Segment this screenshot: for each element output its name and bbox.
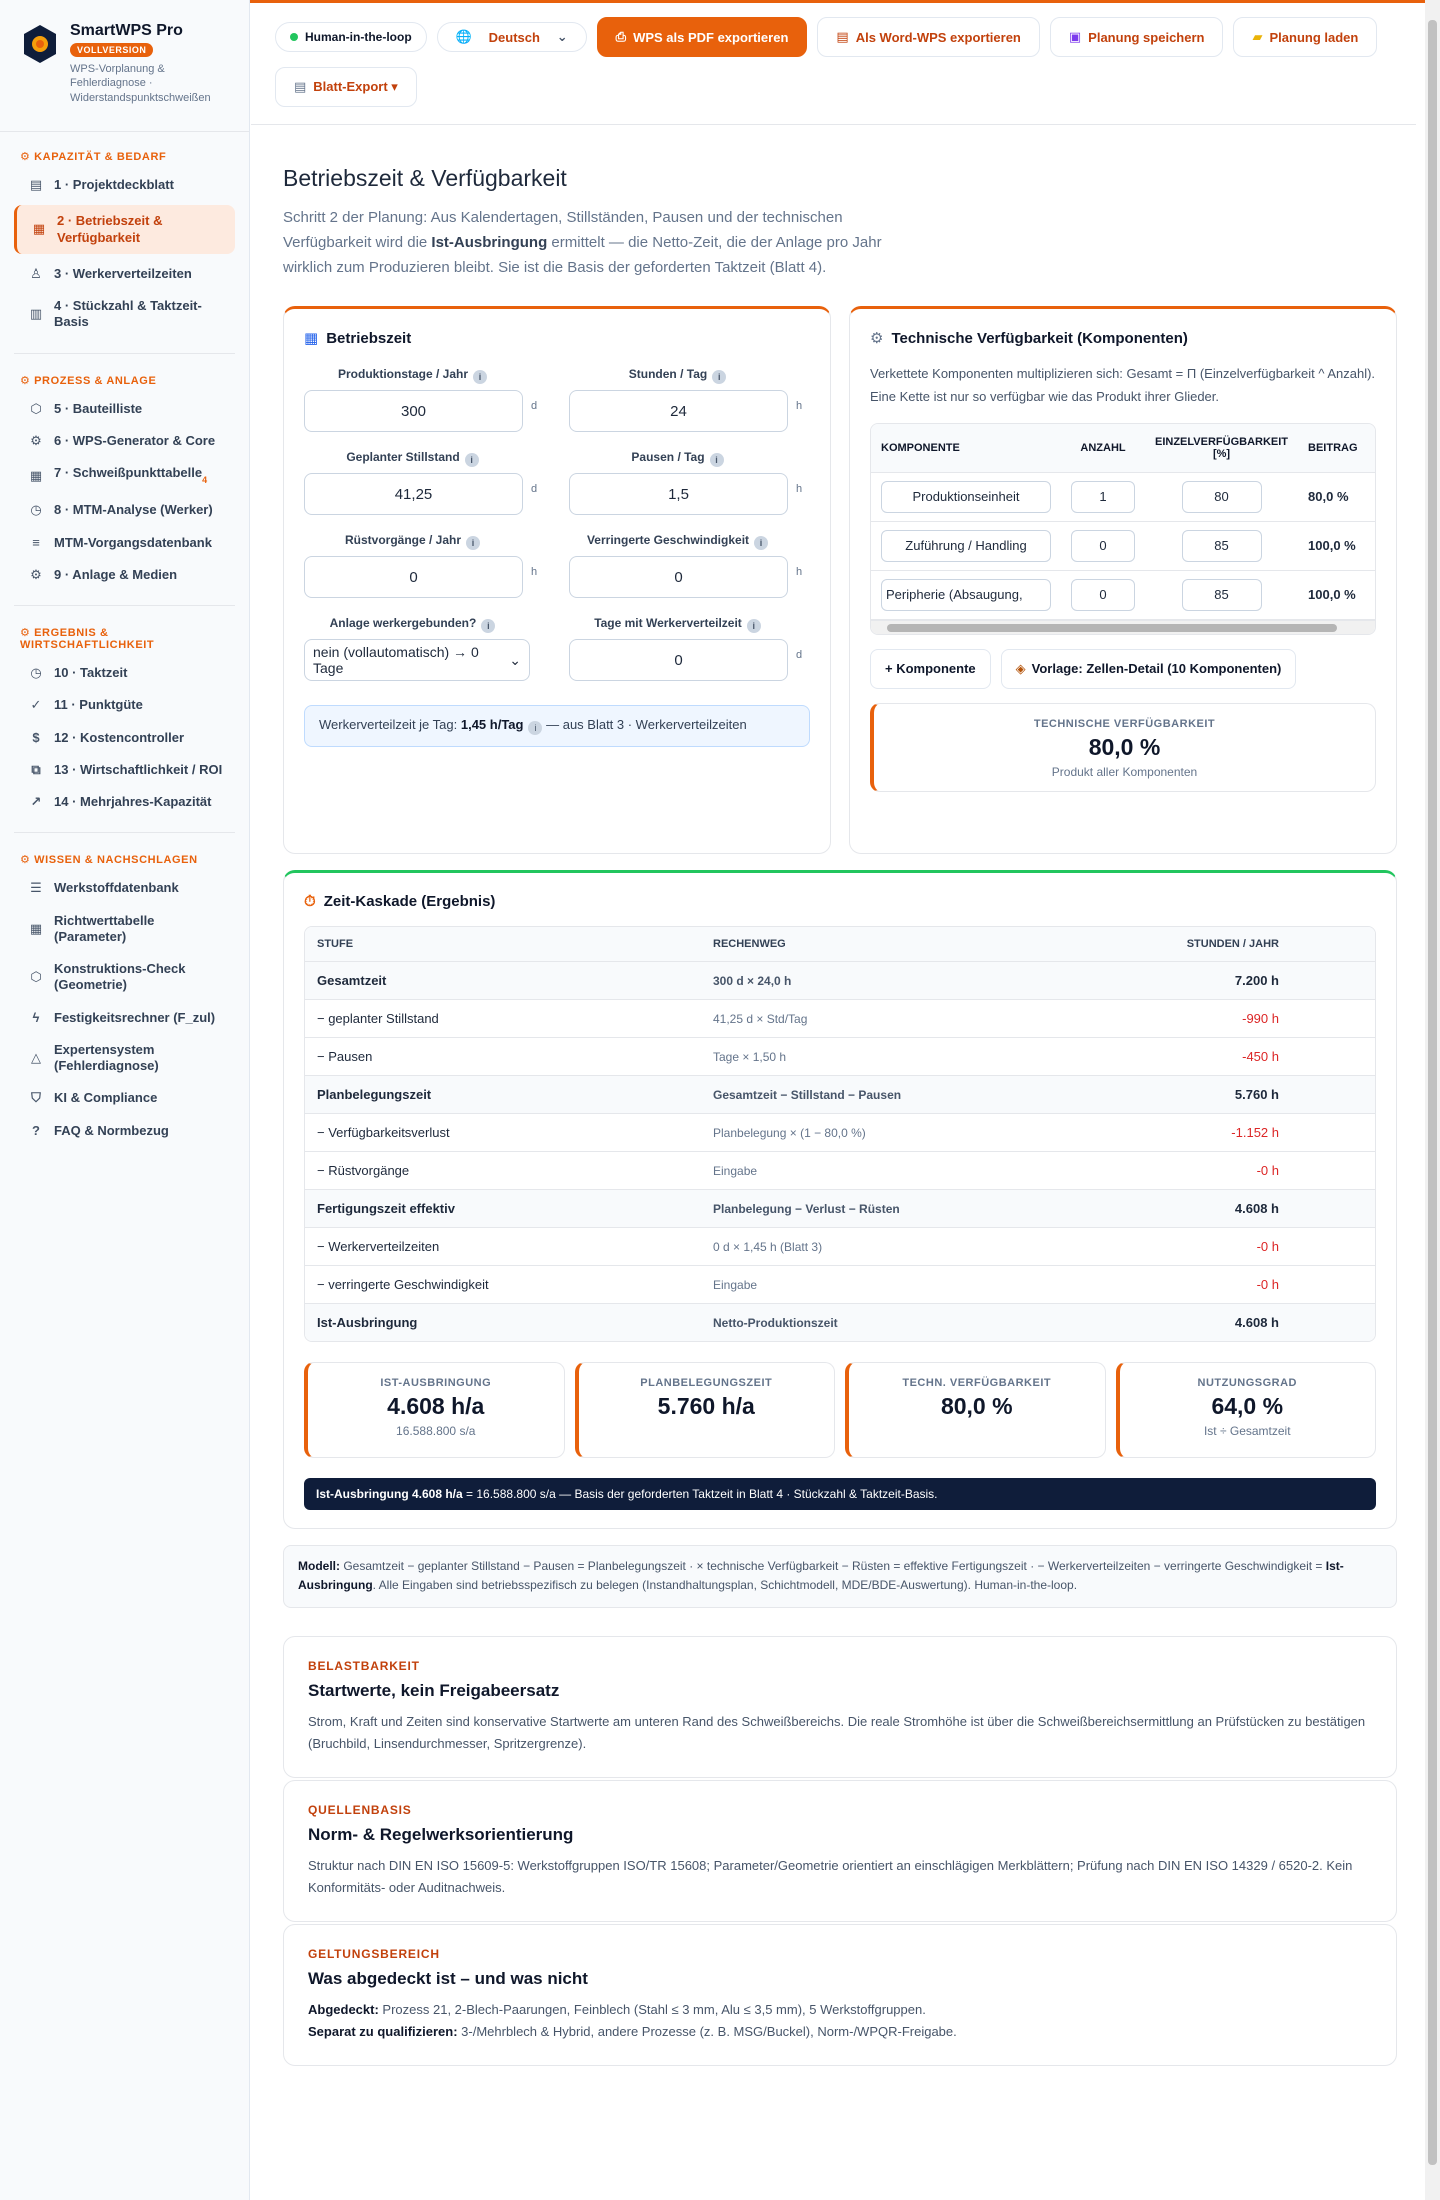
- kpi-label: TECHNISCHE VERFÜGBARKEIT: [1033, 717, 1216, 730]
- unit-label: h: [796, 566, 803, 579]
- info-bold: Abgedeckt:: [308, 2002, 379, 2017]
- component-contrib: 100,0 %: [1298, 521, 1375, 570]
- kaskade-table: [305, 927, 1375, 1341]
- unit-label: d: [796, 649, 803, 662]
- trend-icon: ↗: [30, 794, 42, 809]
- sidebar-item-label: 13 · Wirtschaftlichkeit / ROI: [54, 761, 223, 777]
- sidebar-item-label: 9 · Anlage & Medien: [54, 566, 178, 582]
- stufe-cell: Fertigungszeit effektiv: [305, 1190, 701, 1228]
- hours-cell: -1.152 h: [1171, 1114, 1375, 1152]
- sidebar-item-label: Expertensystem (Fehlerdiagnose): [54, 1041, 159, 1073]
- kpi-value: 80,0 %: [940, 1393, 1013, 1420]
- stufe-cell: − Verfügbarkeitsverlust: [305, 1114, 701, 1152]
- export-word-label: Als Word-WPS exportieren: [855, 29, 1021, 45]
- werkerverteilzeit-note: Werkerverteilzeit je Tag: 1,45 h/Tag i — aus Blatt 3 · Werkerverteilzeiten: [304, 705, 810, 747]
- page-title: Betriebszeit & Verfügbarkeit: [283, 165, 567, 191]
- sidebar-item-werkerverteilzeiten[interactable]: [14, 258, 235, 290]
- sidebar-item-ki-compliance[interactable]: [14, 1082, 235, 1114]
- kpi-label: PLANBELEGUNGSZEIT: [640, 1377, 773, 1390]
- component-count-input[interactable]: 1: [1071, 481, 1135, 513]
- lead-text: Schritt 2 der Planung: Aus Kalendertagen, Stillständen, Pausen und der technischen Verfügbarkeit wird die: [283, 209, 843, 251]
- kpi-sub: Produkt aller Komponenten: [1051, 764, 1198, 779]
- pausen-input[interactable]: 1,5: [569, 473, 788, 515]
- info-title: Startwerte, kein Freigabeersatz: [308, 1680, 560, 1700]
- tech-verfuegbarkeit-kpi: [870, 703, 1376, 792]
- calc-cell: Tage × 1,50 h: [701, 1038, 1171, 1076]
- sidebar: [0, 0, 250, 2200]
- clipboard-icon: ▥: [29, 306, 43, 322]
- stopwatch-icon: ⏱: [304, 893, 316, 911]
- main-content: [251, 3, 1421, 2200]
- kpi-value: 64,0 %: [1211, 1393, 1284, 1420]
- table-row: [305, 1076, 1375, 1114]
- database-icon: ☰: [30, 880, 42, 896]
- sidebar-item-festigkeitsrechner[interactable]: [14, 1002, 235, 1034]
- info-icon[interactable]: i: [747, 619, 761, 633]
- sidebar-item-label: 2 · Betriebszeit & Verfügbarkeit: [57, 213, 163, 245]
- kpi-card-nutzungsgrad: [1116, 1362, 1377, 1458]
- document-icon: ▤: [294, 79, 307, 94]
- vertical-scrollbar[interactable]: [1425, 0, 1440, 2200]
- sheet-export-label: Blatt-Export ▾: [313, 79, 398, 94]
- sidebar-item-label: 1 · Projektdeckblatt: [54, 177, 174, 192]
- sidebar-item-anlage-medien[interactable]: [14, 559, 235, 591]
- horizontal-scrollbar[interactable]: [871, 620, 1375, 634]
- scrollbar-thumb[interactable]: [1428, 20, 1437, 2165]
- kaskade-kpis: [304, 1362, 1376, 1458]
- sidebar-item-bauteilliste[interactable]: [14, 393, 235, 425]
- field-label: Stunden / Tag i: [569, 367, 786, 384]
- table-row: [305, 1000, 1375, 1038]
- nav-section-prozess: ⚙ PROZESS & ANLAGE: [20, 374, 157, 387]
- info-icon[interactable]: i: [465, 453, 479, 467]
- sidebar-item-label: MTM-Vorgangsdatenbank: [54, 534, 212, 550]
- field-label: Geplanter Stillstand i: [304, 450, 521, 467]
- werkergebunden-select[interactable]: [304, 639, 530, 681]
- status-dot-icon: [290, 33, 298, 41]
- col-header: BEITRAG: [1298, 424, 1375, 473]
- sidebar-item-faq[interactable]: [14, 1115, 235, 1147]
- col-header: STUNDEN / JAHR: [1171, 927, 1375, 962]
- person-icon: ♙: [30, 265, 42, 281]
- clock-icon: ◷: [30, 665, 42, 680]
- komponenten-table: [871, 424, 1375, 620]
- info-icon[interactable]: i: [466, 536, 480, 550]
- cube-icon: ⬡: [30, 400, 42, 416]
- table-row: [305, 1038, 1375, 1076]
- nav-divider: [14, 832, 235, 833]
- verfuegbarkeit-card: [849, 306, 1397, 854]
- document-icon: ▤: [29, 177, 43, 192]
- field-werkerverteilzeit-tage: [569, 616, 810, 681]
- kpi-value: 5.760 h/a: [657, 1393, 755, 1420]
- sidebar-item-werkstoffdatenbank[interactable]: [14, 872, 235, 904]
- sidebar-item-label: 4 · Stückzahl & Taktzeit-Basis: [54, 298, 202, 330]
- sidebar-item-schweisspunkttabelle[interactable]: [14, 457, 235, 494]
- gear-icon: ⚙: [30, 432, 42, 448]
- unit-label: d: [531, 400, 538, 413]
- calc-cell: Eingabe: [701, 1266, 1171, 1304]
- ist-ausbringung-banner: [304, 1478, 1376, 1510]
- field-stillstand: [304, 450, 545, 515]
- sidebar-item-betriebszeit[interactable]: [14, 205, 235, 254]
- sidebar-item-mtm-datenbank[interactable]: [14, 527, 235, 559]
- sidebar-item-wirtschaftlichkeit[interactable]: [14, 754, 235, 786]
- component-avail-input[interactable]: 80: [1182, 481, 1262, 513]
- sidebar-item-label: 7 · Schweißpunkttabelle: [54, 465, 203, 480]
- calc-cell: Netto-Produktionszeit: [701, 1304, 1171, 1342]
- betriebszeit-fields: [304, 367, 810, 681]
- status-pill: [275, 22, 427, 52]
- sidebar-item-label: 6 · WPS-Generator & Core: [54, 432, 216, 448]
- nav-section-wissen: ⚙ WISSEN & NACHSCHLAGEN: [20, 854, 198, 867]
- banner-text: = 16.588.800 s/a — Basis der geforderten Taktzeit in Blatt 4 · Stückzahl & Taktzeit-Basis.: [462, 1487, 938, 1502]
- settings-icon: ⚙: [30, 566, 42, 582]
- component-name-input[interactable]: Produktionseinheit: [881, 481, 1051, 513]
- version-badge: VOLLVERSION: [70, 43, 153, 57]
- stufe-cell: − geplanter Stillstand: [305, 1000, 701, 1038]
- kpi-card-techn-verfuegbarkeit: [845, 1362, 1106, 1458]
- sidebar-item-superscript: 4: [202, 475, 208, 485]
- kpi-label: IST-AUSBRINGUNG: [380, 1377, 492, 1390]
- calc-cell: 0 d × 1,45 h (Blatt 3): [701, 1228, 1171, 1266]
- info-kicker: BELASTBARKEIT: [308, 1658, 420, 1673]
- kaskade-title: Zeit-Kaskade (Ergebnis): [323, 893, 496, 911]
- calc-cell: Eingabe: [701, 1152, 1171, 1190]
- banner-bold: Ist-Ausbringung 4.608 h/a: [316, 1487, 463, 1502]
- cube-icon: ⬡: [30, 969, 42, 985]
- globe-icon: 🌐: [455, 29, 472, 44]
- table-row: [305, 1152, 1375, 1190]
- info-icon[interactable]: i: [481, 619, 495, 633]
- hours-cell: -0 h: [1171, 1228, 1375, 1266]
- sidebar-item-label: Richtwerttabelle (Parameter): [54, 912, 155, 944]
- col-header: KOMPONENTE: [871, 424, 1061, 473]
- field-label: Produktionstage / Jahr i: [304, 367, 521, 384]
- sidebar-item-label: 10 · Taktzeit: [54, 665, 128, 680]
- info-icon[interactable]: i: [710, 453, 724, 467]
- language-label: Deutsch: [488, 29, 540, 45]
- floppy-icon: ▣: [1068, 29, 1082, 44]
- field-label: Tage mit Werkerverteilzeit i: [569, 616, 786, 633]
- stufe-cell: − Rüstvorgänge: [305, 1152, 701, 1190]
- table-row: [305, 1304, 1375, 1342]
- info-icon[interactable]: i: [473, 370, 487, 384]
- calc-cell: 300 d × 24,0 h: [701, 962, 1171, 1000]
- field-stunden-tag: [569, 367, 810, 432]
- help-icon: ?: [32, 1122, 40, 1138]
- komponenten-actions: [870, 649, 1376, 689]
- field-label: Verringerte Geschwindigkeit i: [569, 533, 786, 550]
- component-name-input[interactable]: Peripherie (Absaugung,: [881, 579, 1051, 611]
- component-avail-input[interactable]: 85: [1182, 530, 1262, 562]
- language-select[interactable]: [437, 22, 587, 52]
- sidebar-item-label: 11 · Punktgüte: [54, 697, 143, 713]
- hours-cell: 4.608 h: [1171, 1190, 1375, 1228]
- sidebar-item-label: Werkstoffdatenbank: [54, 880, 179, 896]
- info-line: Prozess 21, 2-Blech-Paarungen, Feinblech (Stahl ≤ 3 mm, Alu ≤ 3,5 mm), 5 Werkstoffgruppen.: [378, 2002, 926, 2017]
- kaskade-table-wrap: [304, 926, 1376, 1342]
- kpi-label: TECHN. VERFÜGBARKEIT: [902, 1377, 1052, 1390]
- sidebar-item-label: 3 · Werkerverteilzeiten: [54, 265, 192, 281]
- sidebar-item-kostencontroller[interactable]: [14, 722, 235, 754]
- lead-text: ermittelt — die Netto-Zeit, die der Anlage pro Jahr wirklich zum Produzieren bleibt. Sie ist die Basis der geforderten Taktzeit (Blatt 4).: [283, 233, 882, 276]
- status-label: Human-in-the-loop: [305, 30, 412, 44]
- hours-cell: 7.200 h: [1171, 962, 1375, 1000]
- export-pdf-button[interactable]: [597, 17, 808, 57]
- kpi-card-ist-ausbringung: [304, 1362, 565, 1458]
- ruestvorgaenge-input[interactable]: 0: [304, 556, 523, 598]
- info-line: 3-/Mehrblech & Hybrid, andere Prozesse (z. B. MSG/Buckel), Norm-/WPQR-Freigabe.: [457, 2024, 957, 2040]
- sidebar-item-punktguete[interactable]: [14, 689, 235, 721]
- verfuegbarkeit-title: Technische Verfügbarkeit (Komponenten): [891, 329, 1188, 347]
- table-icon: ▦: [29, 467, 43, 483]
- field-label: Pausen / Tag i: [569, 450, 786, 467]
- kpi-label: NUTZUNGSGRAD: [1197, 1377, 1297, 1390]
- unit-label: h: [796, 483, 803, 496]
- table-row: [305, 1114, 1375, 1152]
- note-value: 1,45 h/Tag: [460, 717, 524, 733]
- info-kicker: GELTUNGSBEREICH: [308, 1947, 440, 1961]
- save-button[interactable]: [1050, 17, 1224, 57]
- table-row: [305, 962, 1375, 1000]
- info-title: Was abgedeckt ist – und was nicht: [308, 1969, 588, 1988]
- component-contrib: 100,0 %: [1298, 570, 1375, 619]
- nav-section-kapazitaet: ⚙ KAPAZITÄT & BEDARF: [20, 151, 167, 163]
- hours-cell: -990 h: [1171, 1000, 1375, 1038]
- hours-cell: -0 h: [1171, 1266, 1375, 1304]
- sidebar-item-projektdeckblatt[interactable]: [14, 169, 235, 201]
- chart-icon: ⧉: [31, 761, 41, 777]
- stufe-cell: Gesamtzeit: [305, 962, 701, 1000]
- clock-icon: ◷: [30, 502, 42, 518]
- info-text: Struktur nach DIN EN ISO 15609-5: Werkstoffgruppen ISO/TR 15608; Parameter/Geometrie orientiert an einschlägigen Merkblättern; Prüfung nach DIN EN ISO 14329 / 6520-2. Kein Konformitäts- oder Auditnachweis.: [308, 1857, 1353, 1895]
- kpi-sub: 16.588.800 s/a: [396, 1424, 476, 1439]
- info-box-geltungsbereich: [283, 1924, 1397, 2066]
- sidebar-item-mtm-analyse[interactable]: [14, 494, 235, 526]
- col-header: EINZELVERFÜGBARKEIT [%]: [1145, 424, 1298, 473]
- table-row: [871, 521, 1375, 570]
- unit-label: d: [531, 483, 538, 496]
- geschwindigkeit-input[interactable]: 0: [569, 556, 788, 598]
- sidebar-item-konstruktions-check[interactable]: [14, 953, 235, 1002]
- sidebar-item-wps-generator[interactable]: [14, 425, 235, 457]
- field-ruestvorgaenge: [304, 533, 545, 598]
- sidebar-item-label: 8 · MTM-Analyse (Werker): [54, 502, 213, 518]
- sidebar-item-richtwerttabelle[interactable]: [14, 905, 235, 954]
- chevron-down-icon: ⌄: [509, 651, 521, 668]
- stunden-tag-input[interactable]: 24: [569, 390, 788, 432]
- col-header: RECHENWEG: [701, 927, 1171, 962]
- printer-icon: ⎙: [615, 29, 627, 44]
- template-button[interactable]: [1001, 649, 1297, 689]
- field-geschwindigkeit: [569, 533, 810, 598]
- stufe-cell: − Werkerverteilzeiten: [305, 1228, 701, 1266]
- sidebar-item-label: KI & Compliance: [54, 1090, 158, 1106]
- calendar-icon: ▦: [32, 221, 46, 237]
- sidebar-item-stueckzahl[interactable]: [14, 290, 235, 339]
- sidebar-item-label: FAQ & Normbezug: [54, 1122, 169, 1138]
- kpi-value: 4.608 h/a: [387, 1393, 485, 1420]
- component-name-input[interactable]: Zuführung / Handling: [881, 530, 1051, 562]
- betriebszeit-title: Betriebszeit: [326, 329, 412, 347]
- input-row: [283, 306, 1397, 854]
- sidebar-item-label: 14 · Mehrjahres-Kapazität: [54, 794, 212, 809]
- app-subtitle: WPS-Vorplanung & Fehlerdiagnose · Widerstandspunktschweißen: [70, 63, 211, 104]
- verfuegbarkeit-heading: [870, 329, 1376, 347]
- document-icon: ▤: [836, 29, 849, 44]
- check-circle-icon: ✓: [30, 697, 42, 713]
- calc-cell: Planbelegung − Verlust − Rüsten: [701, 1190, 1171, 1228]
- model-note: [283, 1545, 1397, 1607]
- unit-label: h: [531, 566, 538, 579]
- gear-icon: ⚙: [870, 330, 884, 348]
- hours-cell: -0 h: [1171, 1152, 1375, 1190]
- field-pausen: [569, 450, 810, 515]
- verfuegbarkeit-text: Verkettete Komponenten multiplizieren sich: Gesamt = Π (Einzelverfügbarkeit ^ Anzahl). Eine Kette ist nur so verfügbar wie das Produkt ihrer Glieder.: [870, 366, 1376, 404]
- page-lead: [283, 206, 903, 280]
- table-row: [871, 472, 1375, 521]
- load-label: Planung laden: [1269, 29, 1359, 45]
- betriebszeit-card: [283, 306, 831, 854]
- chevron-down-icon: ⌄: [556, 29, 568, 44]
- smartwps-logo-icon: [22, 24, 58, 64]
- toolbar: [251, 3, 1416, 125]
- sidebar-item-expertensystem[interactable]: [14, 1034, 235, 1083]
- field-werkergebunden: [304, 616, 545, 681]
- sidebar-item-taktzeit[interactable]: [14, 657, 235, 689]
- info-bold: Separat zu qualifizieren:: [308, 2024, 458, 2040]
- calendar-icon: ▦: [304, 330, 319, 348]
- hours-cell: 4.608 h: [1171, 1304, 1375, 1342]
- nav-divider: [14, 605, 235, 606]
- werkerverteilzeit-tage-input[interactable]: 0: [569, 639, 788, 681]
- zeit-kaskade-card: [283, 870, 1397, 1529]
- model-text: Gesamtzeit − geplanter Stillstand − Pausen = Planbelegungszeit · × technische Verfügbarkeit − Rüsten = effektive Fertigungszeit · − Werkerverteilzeiten − verringerte Geschwindigkeit =: [340, 1559, 1326, 1574]
- scrollbar-thumb[interactable]: [887, 624, 1337, 632]
- table-row: [305, 1228, 1375, 1266]
- stufe-cell: Planbelegungszeit: [305, 1076, 701, 1114]
- hours-cell: -450 h: [1171, 1038, 1375, 1076]
- unit-label: h: [796, 400, 803, 413]
- calc-cell: Gesamtzeit − Stillstand − Pausen: [701, 1076, 1171, 1114]
- table-row: [871, 570, 1375, 619]
- produktionstage-input[interactable]: 300: [304, 390, 523, 432]
- field-label: Anlage werkergebunden? i: [304, 616, 521, 633]
- field-produktionstage: [304, 367, 545, 432]
- kpi-value: 80,0 %: [1088, 733, 1161, 760]
- sheet-export-button[interactable]: [275, 67, 417, 107]
- sidebar-item-label: 5 · Bauteilliste: [54, 400, 143, 416]
- warning-icon: △: [31, 1049, 41, 1065]
- sidebar-item-label: 12 · Kostencontroller: [54, 729, 185, 745]
- hours-cell: 5.760 h: [1171, 1076, 1375, 1114]
- nav-divider: [14, 353, 235, 354]
- sidebar-item-label: Festigkeitsrechner (F_zul): [54, 1009, 216, 1025]
- add-component-button[interactable]: + Komponente: [870, 649, 991, 689]
- component-count-input[interactable]: 0: [1071, 530, 1135, 562]
- model-label: Modell:: [298, 1559, 340, 1574]
- model-text: . Alle Eingaben sind betriebsspezifisch zu belegen (Instandhaltungsplan, Schichtmodell, MDE/BDE-Auswertung). Human-in-the-loop.: [372, 1578, 1078, 1593]
- save-label: Planung speichern: [1088, 29, 1205, 45]
- dollar-icon: $: [32, 729, 40, 745]
- box-icon: ◈: [1015, 660, 1026, 676]
- info-box-belastbarkeit: [283, 1636, 1397, 1778]
- kaskade-heading: [304, 893, 1376, 910]
- list-icon: ≡: [32, 534, 40, 550]
- kpi-card-planbelegungszeit: [575, 1362, 836, 1458]
- brand: [0, 0, 249, 132]
- table-row: [305, 1190, 1375, 1228]
- info-title: Norm- & Regelwerksorientierung: [308, 1824, 574, 1844]
- col-header: ANZAHL: [1061, 424, 1145, 473]
- info-icon[interactable]: i: [528, 721, 542, 735]
- lead-bold: Ist-Ausbringung: [431, 233, 548, 251]
- info-boxes: [283, 1636, 1397, 2067]
- info-kicker: QUELLENBASIS: [308, 1802, 412, 1817]
- model-bold: Ist-Ausbringung: [298, 1559, 1344, 1593]
- export-word-button[interactable]: [817, 17, 1039, 57]
- app-title: SmartWPS Pro: [70, 22, 183, 39]
- component-contrib: 80,0 %: [1298, 472, 1375, 521]
- nav-section-ergebnis: ⚙ ERGEBNIS & WIRTSCHAFTLICHKEIT: [20, 627, 155, 651]
- folder-icon: ▰: [1252, 29, 1263, 44]
- sidebar-item-mehrjahres-kapazitaet[interactable]: [14, 786, 235, 818]
- shield-icon: ⛉: [31, 1090, 41, 1106]
- component-count-input[interactable]: 0: [1071, 579, 1135, 611]
- info-icon[interactable]: i: [712, 370, 726, 384]
- info-icon[interactable]: i: [754, 536, 768, 550]
- page-body: [251, 125, 1421, 2066]
- table-row: [305, 1266, 1375, 1304]
- kpi-sub: Ist ÷ Gesamtzeit: [1203, 1424, 1291, 1439]
- stufe-cell: Ist-Ausbringung: [305, 1304, 701, 1342]
- component-avail-input[interactable]: 85: [1182, 579, 1262, 611]
- stillstand-input[interactable]: 41,25: [304, 473, 523, 515]
- info-text: [308, 1999, 1372, 2043]
- info-text: Strom, Kraft und Zeiten sind konservative Startwerte am unteren Rand des Schweißbereichs. Die reale Stromhöhe ist über die Schweißbereichsermittlung an Prüfstücken zu bestätigen (Bruchbild, Linsendurchmesser, Spritzergrenze).: [308, 1713, 1366, 1751]
- field-label: Rüstvorgänge / Jahr i: [304, 533, 521, 550]
- info-box-quellenbasis: [283, 1780, 1397, 1922]
- select-value: nein (vollautomatisch) → 0 Tage: [313, 644, 479, 677]
- betriebszeit-heading: [304, 329, 810, 347]
- table-icon: ▦: [29, 920, 43, 936]
- col-header: STUFE: [305, 927, 701, 962]
- calc-cell: Planbelegung × (1 − 80,0 %): [701, 1114, 1171, 1152]
- bolt-icon: ϟ: [32, 1009, 40, 1025]
- export-pdf-label: WPS als PDF exportieren: [633, 29, 789, 45]
- sidebar-item-label: Konstruktions-Check (Geometrie): [54, 961, 186, 993]
- stufe-cell: − Pausen: [305, 1038, 701, 1076]
- template-label: Vorlage: Zellen-Detail (10 Komponenten): [1031, 661, 1282, 677]
- calc-cell: 41,25 d × Std/Tag: [701, 1000, 1171, 1038]
- stufe-cell: − verringerte Geschwindigkeit: [305, 1266, 701, 1304]
- load-button[interactable]: [1233, 17, 1377, 57]
- komponenten-table-wrap: [870, 423, 1376, 635]
